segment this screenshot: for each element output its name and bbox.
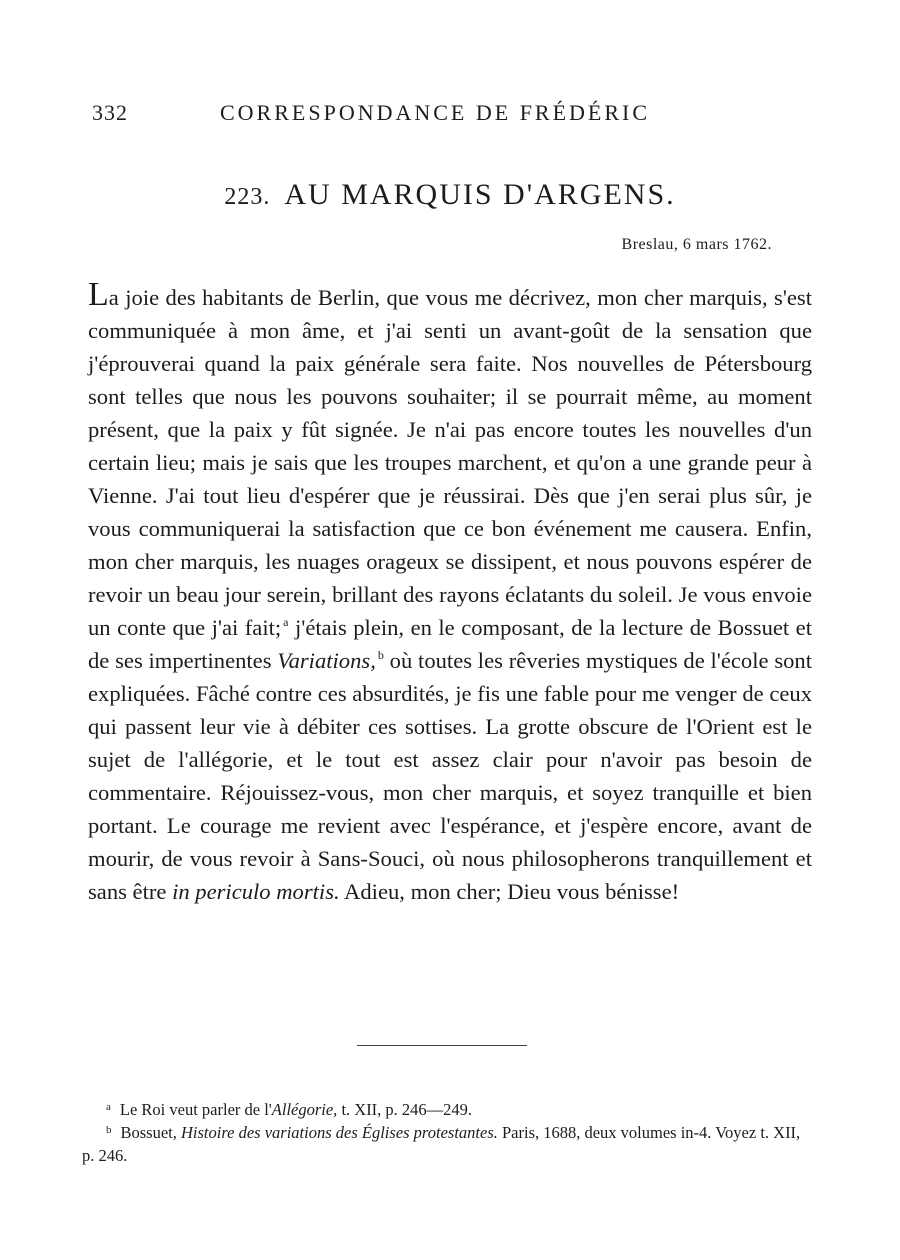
footnote-italic: Allégorie, <box>271 1100 338 1119</box>
letter-number: 223. <box>224 184 271 210</box>
page-number: 332 <box>92 100 128 125</box>
running-head <box>92 100 690 134</box>
italic-latin-phrase: in periculo mortis. <box>172 879 340 904</box>
footnote-text: Paris, 1688, deux volumes in-4. Voyez t. XII, p. 246. <box>82 1123 801 1165</box>
drop-cap: L <box>88 276 109 313</box>
footnote-separator <box>357 1045 527 1046</box>
letter-body <box>88 278 812 908</box>
letter-paragraph <box>88 278 812 908</box>
letter-dateline: Breslau, 6 mars 1762. <box>621 236 772 253</box>
body-text-segment: j'étais plein, en le composant, de la lecture de Bossuet et de ses impertinentes <box>88 615 812 673</box>
footnote-b <box>82 1121 812 1167</box>
running-title: CORRESPONDANCE DE FRÉDÉRIC <box>220 100 651 125</box>
footnote-ref-a[interactable]: a <box>283 615 289 629</box>
footnotes <box>82 1098 812 1167</box>
body-text-segment: Adieu, mon cher; Dieu vous bénisse! <box>339 879 680 904</box>
body-text-segment: où toutes les rêveries mystiques de l'école sont expliquées. Fâché contre ces absurdités, je fis une fable pour me venger de ceux qui passent leur vie à débiter ces sottises. La grotte obscure de l'Orient est le sujet de l'allégorie, et le tout est assez clair pour n'avoir pas besoin de commentaire. Réjouissez-vous, mon cher marquis, et soyez tranquille et bien portant. Le courage me revient avec l'espérance, et j'espère encore, avant de mourir, de vous revoir à Sans-Souci, où nous philosopherons tranquillement et sans être <box>88 648 812 904</box>
footnote-marker-a: a <box>106 1101 111 1113</box>
footnote-marker-b: b <box>106 1124 112 1136</box>
footnote-text: Le Roi veut parler de l' <box>119 1100 272 1119</box>
footnote-a <box>82 1098 812 1121</box>
italic-title-variations: Variations, <box>277 648 376 673</box>
footnote-text: t. XII, p. 246—249. <box>337 1100 473 1119</box>
letter-heading <box>0 178 900 212</box>
footnote-italic: Histoire des variations des Églises protestantes. <box>181 1123 498 1142</box>
footnote-ref-b[interactable]: b <box>377 648 384 662</box>
letter-title: AU MARQUIS D'ARGENS. <box>284 178 676 211</box>
body-text-segment: a joie des habitants de Berlin, que vous me décrivez, mon cher marquis, s'est communiquée à mon âme, et j'ai senti un avant-goût de la sensation que j'éprouverai quand la paix générale sera faite. Nos nouvelles de Pétersbourg sont telles que nous les pouvons souhaiter; il se pourrait même, au moment présent, que la paix y fût signée. Je n'ai pas encore toutes les nouvelles d'un certain lieu; mais je sais que les troupes marchent, et qu'on a une grande peur à Vienne. J'ai tout lieu d'espérer que je réussirai. Dès que j'en serai plus sûr, je vous communiquerai la satisfaction que ce bon événement me causera. Enfin, mon cher marquis, les nuages orageux se dissipent, et nous pouvons espérer de revoir un beau jour serein, brillant des rayons éclatants du soleil. Je vous envoie un conte que j'ai fait; <box>88 285 812 640</box>
footnote-text: Bossuet, <box>120 1123 182 1142</box>
